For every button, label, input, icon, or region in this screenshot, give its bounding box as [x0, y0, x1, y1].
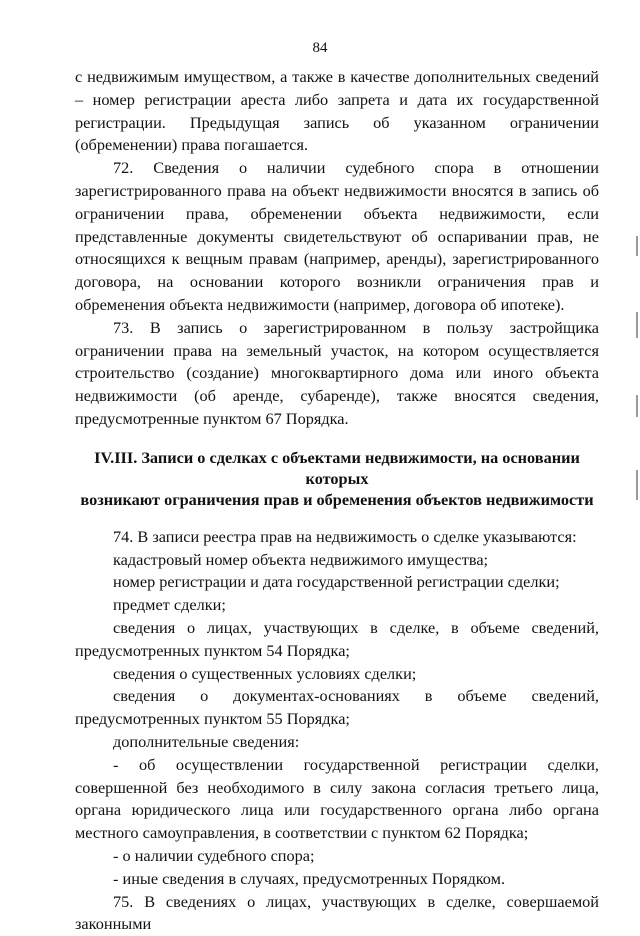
scan-artifact: [636, 236, 638, 256]
paragraph-75: 75. В сведениях о лицах, участвующих в сделке, совершаемой законными: [75, 891, 599, 936]
scan-artifact: [636, 470, 638, 500]
paragraph-continuation: с недвижимым имуществом, а также в качестве дополнительных сведений – номер регистрации ареста либо запрета и дата их государственной регистрации. Предыдущая запись об указанном ограничении (обременении) права погашается.: [75, 66, 599, 157]
list-item-cadastral-number: кадастровый номер объекта недвижимого имущества;: [75, 549, 599, 572]
scan-artifact: [636, 312, 638, 338]
list-subitem-consent: - об осуществлении государственной регистрации сделки, совершенной без необходимого в силу закона согласия третьего лица, органа юридического лица или государственного органа либо органа местного самоуправления, в соответствии с пунктом 62 Порядка;: [75, 754, 599, 845]
list-item-base-documents: сведения о документах-основаниях в объеме сведений, предусмотренных пунктом 55 Порядка;: [75, 685, 599, 731]
paragraph-72: 72. Сведения о наличии судебного спора в отношении зарегистрированного права на объект недвижимости вносятся в запись об ограничении права, обременении объекта недвижимости, если представленные документы свидетельствуют об оспаривании прав, не относящихся к вещным правам (например, аренды), зарегистрированного договора, на основании которого возникли ограничения прав и обременения объекта недвижимости (например, договора об ипотеке).: [75, 157, 599, 317]
section-heading-line-2: возникают ограничения прав и обременения объектов недвижимости: [75, 489, 599, 510]
page-number: 84: [0, 40, 640, 57]
paragraph-74: 74. В записи реестра прав на недвижимость о сделке указываются:: [75, 526, 599, 549]
section-heading-line-1: IV.III. Записи о сделках с объектами недвижимости, на основании которых: [75, 447, 599, 489]
list-item-essential-terms: сведения о существенных условиях сделки;: [75, 663, 599, 686]
list-subitem-dispute: - о наличии судебного спора;: [75, 845, 599, 868]
list-item-participants: сведения о лицах, участвующих в сделке, в объеме сведений, предусмотренных пунктом 54 Порядка;: [75, 617, 599, 663]
list-item-additional-info: дополнительные сведения:: [75, 731, 599, 754]
scan-artifact: [636, 395, 638, 417]
list-subitem-other: - иные сведения в случаях, предусмотренных Порядком.: [75, 868, 599, 891]
section-heading: [75, 447, 599, 510]
document-body: [75, 66, 599, 936]
list-item-subject: предмет сделки;: [75, 594, 599, 617]
paragraph-73: 73. В запись о зарегистрированном в пользу застройщика ограничении права на земельный участок, на котором осуществляется строительство (создание) многоквартирного дома или иного объекта недвижимости (об аренде, субаренде), также вносятся сведения, предусмотренные пунктом 67 Порядка.: [75, 317, 599, 431]
list-item-registration-number: номер регистрации и дата государственной регистрации сделки;: [75, 571, 599, 594]
